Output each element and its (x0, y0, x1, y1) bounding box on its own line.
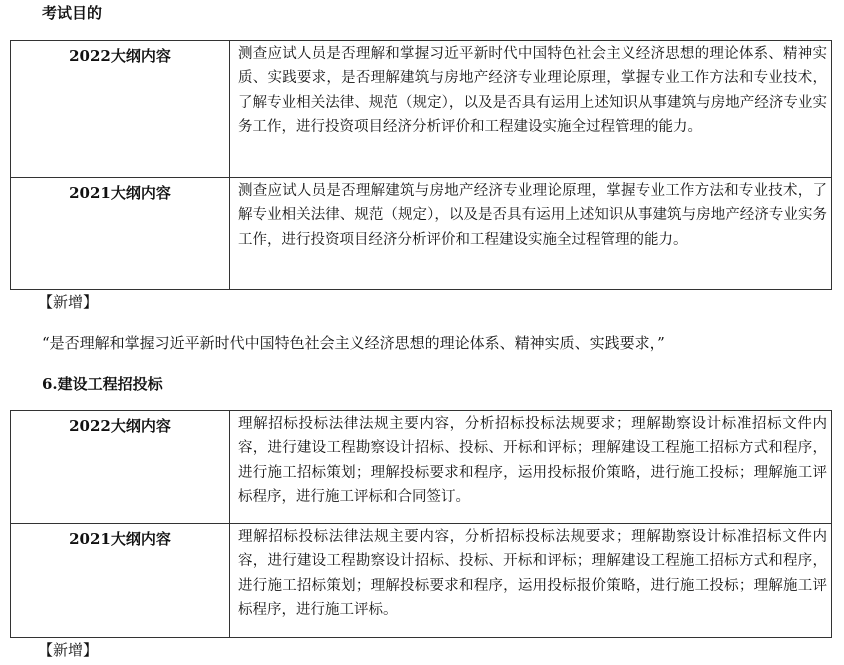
row-label: 2022大纲内容 (11, 41, 230, 178)
comparison-table-bidding (10, 410, 832, 638)
row-content: 测查应试人员是否理解和掌握习近平新时代中国特色社会主义经济思想的理论体系、精神实质、实践要求，是否理解建筑与房地产经济专业理论原理，掌握专业工作方法和专业技术，了解专业相关法律、规范（规定），以及是否具有运用上述知识从事建筑与房地产经济专业实务工作，进行投资项目经济分析评价和工程建设实施全过程管理的能力。 (230, 41, 832, 178)
new-added-tag: 【新增】 (38, 641, 99, 659)
row-content: 理解招标投标法律法规主要内容，分析招标投标法规要求；理解勘察设计标准招标文件内容，进行建设工程勘察设计招标、投标、开标和评标；理解建设工程施工招标方式和程序，进行施工招标策划；理解投标要求和程序，运用投标报价策略，进行施工投标；理解施工评标程序，进行施工评标。 (230, 524, 832, 638)
row-content: 理解招标投标法律法规主要内容，分析招标投标法规要求；理解勘察设计标准招标文件内容，进行建设工程勘察设计招标、投标、开标和评标；理解建设工程施工招标方式和程序，进行施工招标策划；理解投标要求和程序，运用投标报价策略，进行施工投标；理解施工评标程序，进行施工评标和合同签订。 (230, 411, 832, 524)
new-added-tag: 【新增】 (38, 293, 99, 311)
comparison-table-exam-purpose (10, 40, 832, 290)
section-heading-bidding: 6.建设工程招投标 (42, 375, 163, 393)
row-label: 2021大纲内容 (11, 524, 230, 638)
section-heading-exam-purpose: 考试目的 (42, 4, 103, 22)
table-row (11, 178, 832, 290)
table-row (11, 41, 832, 178)
added-text-quote: “是否理解和掌握习近平新时代中国特色社会主义经济思想的理论体系、精神实质、实践要求，” (42, 334, 665, 352)
row-label: 2021大纲内容 (11, 178, 230, 290)
row-label: 2022大纲内容 (11, 411, 230, 524)
table-row (11, 524, 832, 638)
table-row (11, 411, 832, 524)
row-content: 测查应试人员是否理解建筑与房地产经济专业理论原理，掌握专业工作方法和专业技术，了解专业相关法律、规范（规定），以及是否具有运用上述知识从事建筑与房地产经济专业实务工作，进行投资项目经济分析评价和工程建设实施全过程管理的能力。 (230, 178, 832, 290)
